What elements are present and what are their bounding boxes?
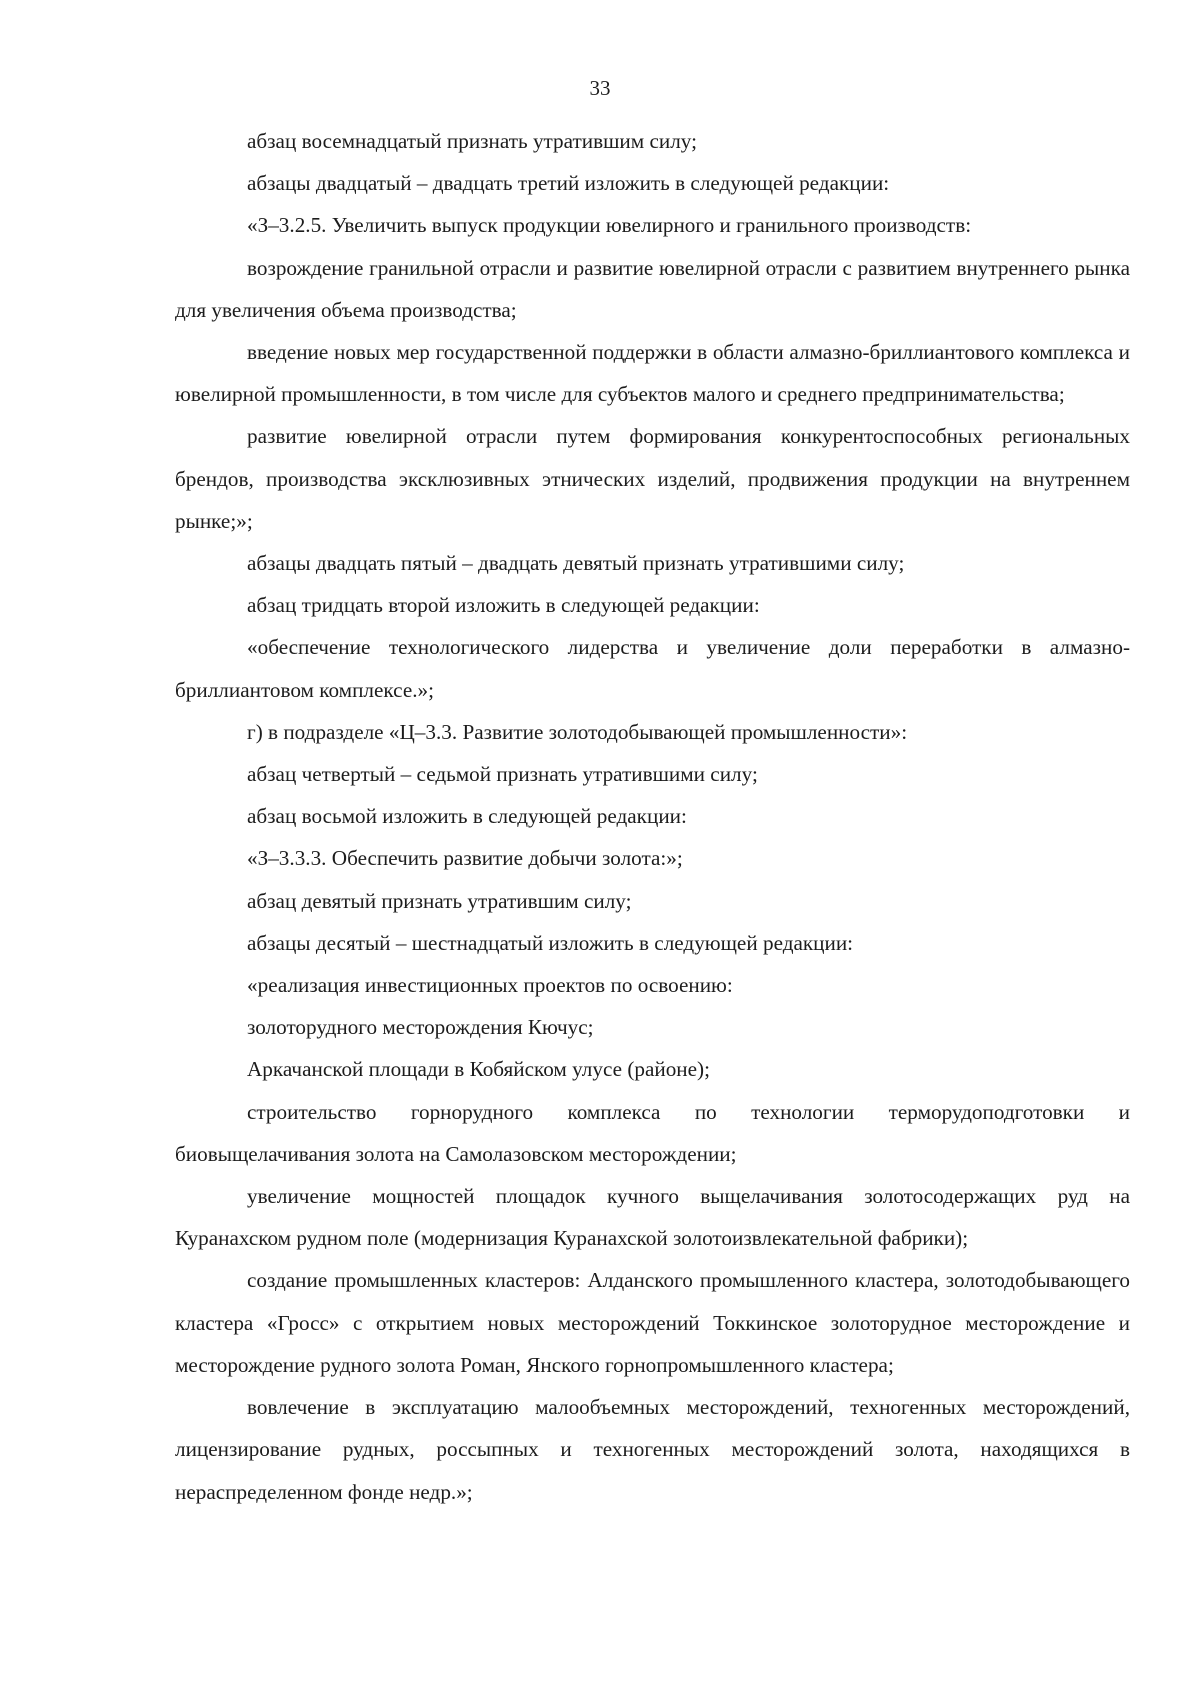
paragraph: «З–3.3.3. Обеспечить развитие добычи золота:»; — [247, 846, 683, 871]
paragraph: абзацы десятый – шестнадцатый изложить в следующей редакции: — [247, 930, 854, 955]
paragraph: Аркачанской площади в Кобяйском улусе (районе); — [247, 1057, 710, 1082]
paragraph: абзац восемнадцатый признать утратившим силу; — [247, 129, 697, 153]
paragraph: введение новых мер государственной поддержки в области алмазно-бриллиантового комплекса и ювелирной промышленности, в том числе для субъектов малого и среднего предпринимательства; — [175, 340, 1130, 407]
body-text — [175, 120, 1130, 1513]
page-number: 33 — [589, 76, 611, 100]
paragraph: абзац четвертый – седьмой признать утратившими силу; — [247, 762, 758, 787]
paragraph: «обеспечение технологического лидерства и увеличение доли переработки в алмазно-бриллиантовом комплексе.»; — [175, 635, 1130, 702]
paragraph: золоторудного месторождения Кючус; — [247, 1015, 594, 1040]
paragraph: абзац тридцать второй изложить в следующей редакции: — [247, 593, 760, 618]
paragraph: «реализация инвестиционных проектов по освоению: — [247, 973, 733, 998]
paragraph: г) в подразделе «Ц–3.3. Развитие золотодобывающей промышленности»: — [247, 719, 908, 744]
paragraph: строительство горнорудного комплекса по технологии терморудоподготовки и биовыщелачивания золота на Самолазовском месторождении; — [175, 1099, 1130, 1166]
paragraph: абзацы двадцатый – двадцать третий изложить в следующей редакции: — [247, 171, 890, 196]
paragraph: абзацы двадцать пятый – двадцать девятый признать утратившими силу; — [247, 551, 905, 576]
paragraph: возрождение гранильной отрасли и развитие ювелирной отрасли с развитием внутреннего рынка для увеличения объема производства; — [175, 255, 1130, 322]
paragraph: увеличение мощностей площадок кучного выщелачивания золотосодержащих руд на Куранахском рудном поле (модернизация Куранахской золотоизвлекательной фабрики); — [175, 1184, 1130, 1251]
paragraph: вовлечение в эксплуатацию малообъемных месторождений, техногенных месторождений, лицензирование рудных, россыпных и техногенных месторождений золота, находящихся в нераспределенном фонде недр.»; — [175, 1395, 1130, 1504]
paragraph: развитие ювелирной отрасли путем формирования конкурентоспособных региональных брендов, производства эксклюзивных этнических изделий, продвижения продукции на внутреннем рынке;»; — [175, 424, 1130, 533]
paragraph: создание промышленных кластеров: Алданского промышленного кластера, золотодобывающего кластера «Гросс» с открытием новых месторождений Токкинское золоторудное месторождение и месторождение рудного золота Роман, Янского горнопромышленного кластера; — [175, 1268, 1130, 1377]
paragraph: абзац девятый признать утратившим силу; — [247, 888, 632, 913]
paragraph: «З–3.2.5. Увеличить выпуск продукции ювелирного и гранильного производств: — [247, 213, 972, 238]
paragraph: абзац восьмой изложить в следующей редакции: — [247, 804, 687, 829]
